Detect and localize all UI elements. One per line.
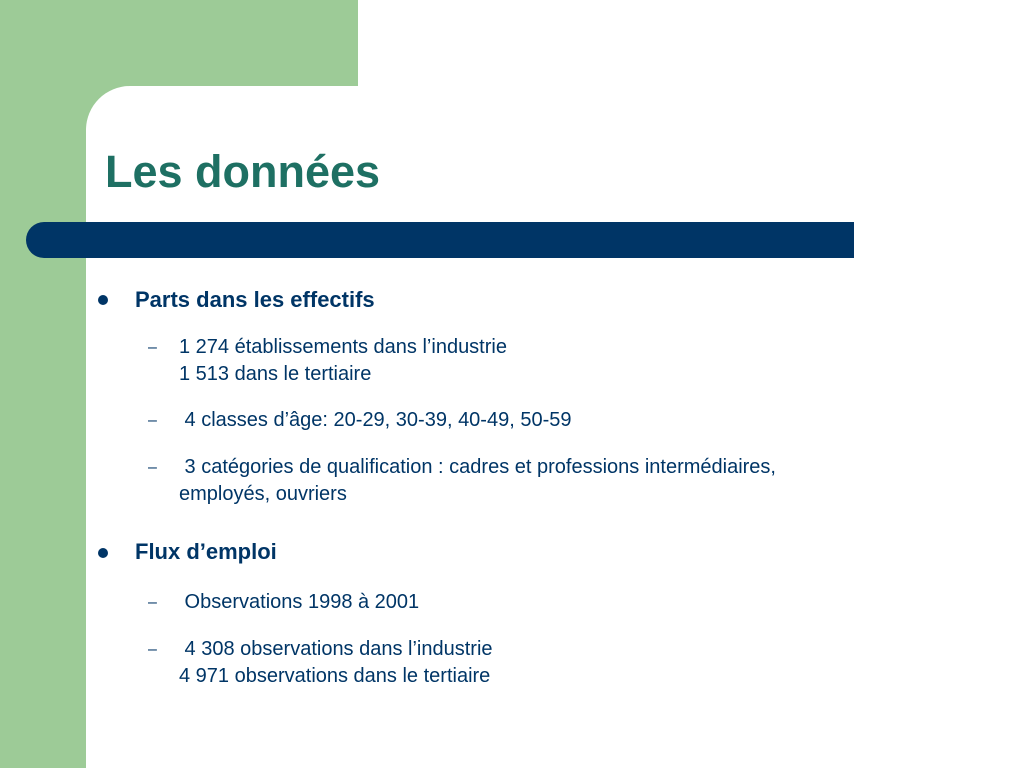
item-dash: – — [148, 641, 157, 658]
item-dash: – — [148, 412, 157, 429]
item-text-continued: 4 971 observations dans le tertiaire — [179, 665, 491, 687]
section-bullet — [98, 295, 108, 305]
section-bullet — [98, 548, 108, 558]
item-text: 1 274 établissements dans l’industrie — [179, 336, 507, 358]
item-text: Observations 1998 à 2001 — [179, 591, 420, 613]
item-dash: – — [148, 339, 157, 356]
slide-title: Les données — [105, 146, 381, 197]
item-text-continued: 1 513 dans le tertiaire — [179, 363, 372, 385]
item-text-continued: employés, ouvriers — [179, 483, 347, 505]
section-heading: Flux d’emploi — [135, 539, 277, 564]
item-dash: – — [148, 459, 157, 476]
item-dash: – — [148, 594, 157, 611]
section-heading: Parts dans les effectifs — [135, 287, 375, 312]
item-text: 4 classes d’âge: 20-29, 30-39, 40-49, 50-59 — [179, 409, 572, 431]
item-text: 4 308 observations dans l’industrie — [179, 638, 493, 660]
item-text: 3 catégories de qualification : cadres et professions intermédiaires, — [179, 456, 776, 478]
